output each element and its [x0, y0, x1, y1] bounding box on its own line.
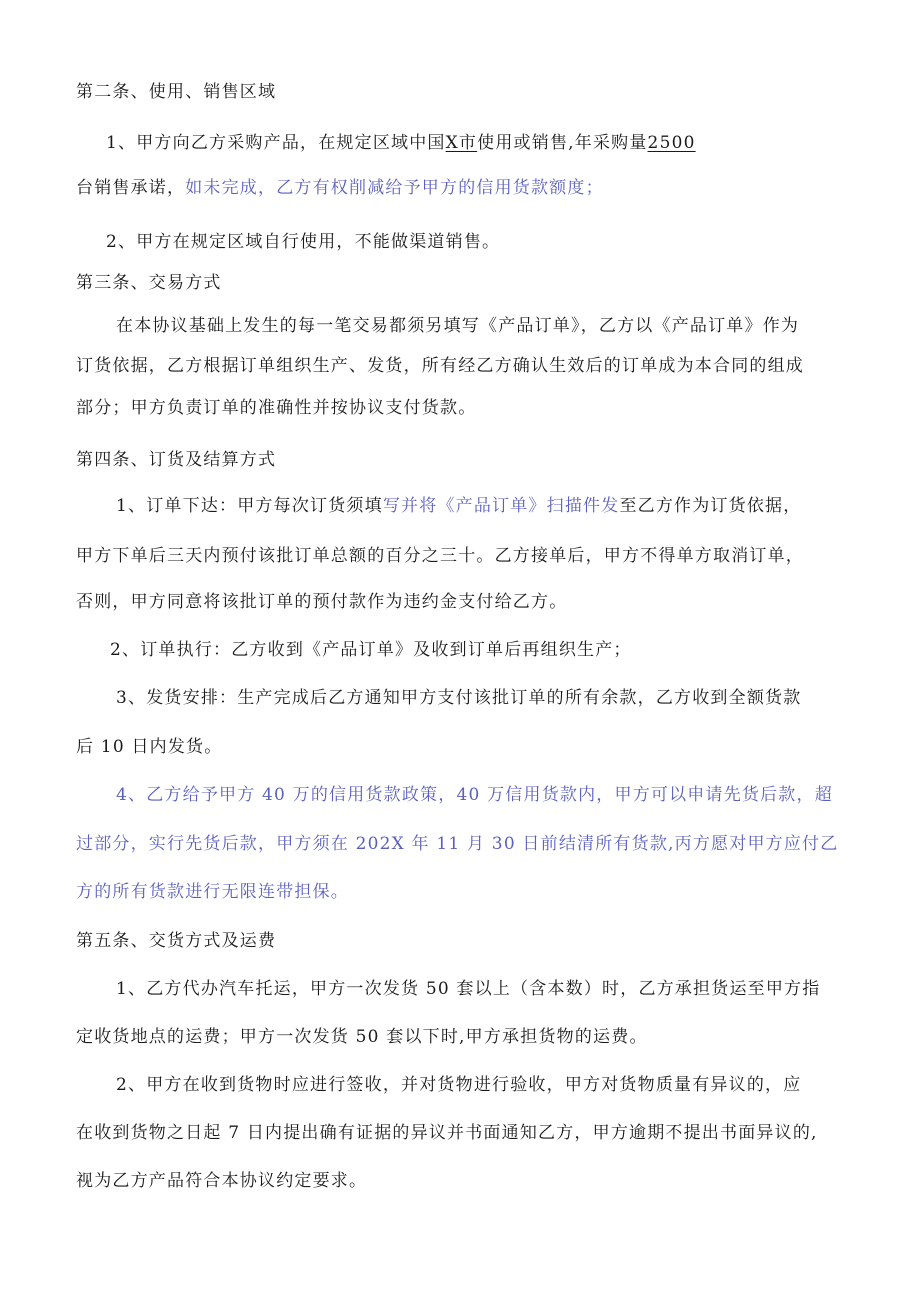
section-5-clause-2-line-1: 2、甲方在收到货物时应进行签收，并对货物进行验收，甲方对货物质量有异议的，应	[116, 1075, 802, 1095]
section-4-clause-4-line-3: 方的所有货款进行无限连带担保。	[76, 882, 349, 902]
clause-text: 1、订单下达：甲方每次订货须填	[116, 496, 383, 516]
section-4-heading: 第四条、订货及结算方式	[76, 450, 277, 470]
clause-text: 台销售承诺，	[76, 178, 186, 198]
region-city: X市	[445, 133, 478, 153]
section-5-clause-1-line-1: 1、乙方代办汽车托运，甲方一次发货 50 套以上（含本数）时，乙方承担货运至甲方指	[116, 979, 821, 999]
section-3-line-1: 在本协议基础上发生的每一笔交易都须另填写《产品订单》，乙方以《产品订单》作为	[116, 316, 800, 336]
section-4-clause-2: 2、订单执行：乙方收到《产品订单》及收到订单后再组织生产；	[110, 640, 632, 660]
section-4-clause-4-line-1: 4、乙方给予甲方 40 万的信用货款政策，40 万信用货款内，甲方可以申请先货后款，超	[116, 785, 833, 805]
section-3-line-3: 部分；甲方负责订单的准确性并按协议支付货款。	[76, 398, 477, 418]
section-2-clause-2: 2、甲方在规定区域自行使用，不能做渠道销售。	[106, 232, 501, 252]
section-3-heading: 第三条、交易方式	[76, 273, 222, 293]
section-4-clause-3-line-2: 后 10 日内发货。	[76, 737, 223, 757]
clause-text: 至乙方作为订货依据，	[619, 496, 802, 516]
annual-quantity: 2500	[647, 133, 696, 153]
section-2-clause-1-line-1	[106, 131, 696, 155]
section-4-clause-3-line-1: 3、发货安排：生产完成后乙方通知甲方支付该批订单的所有余款，乙方收到全额货款	[116, 688, 802, 708]
highlighted-clause: 如未完成，乙方有权削减给予甲方的信用货款额度；	[185, 178, 604, 198]
section-4-clause-4-line-2: 过部分，实行先货后款，甲方须在 202X 年 11 月 30 日前结清所有货款,丙方愿对甲方应付乙	[76, 834, 839, 854]
clause-text: 使用或销售,年采购量	[477, 133, 648, 153]
section-4-clause-1-line-2: 甲方下单后三天内预付该批订单总额的百分之三十。乙方接单后，甲方不得单方取消订单，	[76, 546, 804, 566]
section-5-heading: 第五条、交货方式及运费	[76, 931, 277, 951]
section-2-heading: 第二条、使用、销售区域	[76, 82, 277, 102]
section-4-clause-1-line-3: 否则，甲方同意将该批订单的预付款作为违约金支付给乙方。	[76, 592, 568, 612]
highlighted-clause: 写并将《产品订单》扫描件发	[382, 496, 620, 516]
section-3-line-2: 订货依据，乙方根据订单组织生产、发货，所有经乙方确认生效后的订单成为本合同的组成	[76, 356, 804, 376]
clause-text: 1、甲方向乙方采购产品，在规定区域中国	[106, 133, 446, 153]
section-5-clause-1-line-2: 定收货地点的运费；甲方一次发货 50 套以下时,甲方承担货物的运费。	[76, 1027, 648, 1047]
section-5-clause-2-line-3: 视为乙方产品符合本协议约定要求。	[76, 1171, 368, 1191]
section-4-clause-1-line-1	[116, 494, 801, 518]
section-5-clause-2-line-2: 在收到货物之日起 7 日内提出确有证据的异议并书面通知乙方，甲方逾期不提出书面异议的,	[76, 1123, 818, 1143]
section-2-clause-1-line-2	[76, 176, 604, 200]
